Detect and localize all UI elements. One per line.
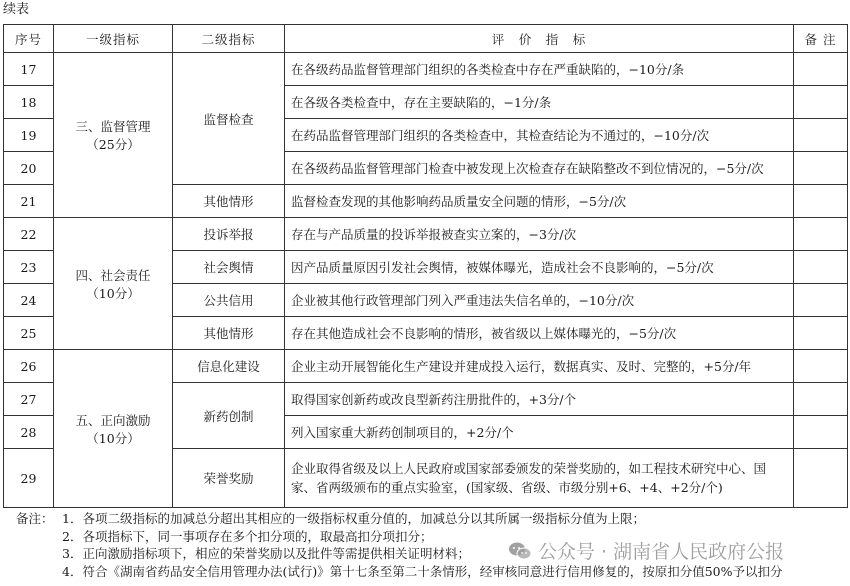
remark-cell: [794, 53, 848, 86]
remark-cell: [794, 350, 848, 383]
row-no: 26: [4, 350, 54, 383]
remark-cell: [794, 383, 848, 416]
header-level2: 二级指标: [173, 25, 285, 53]
level2-cell: 社会舆情: [173, 251, 285, 284]
criteria-cell: 在各级药品监督管理部门组织的各类检查中存在严重缺陷的，−10分/条: [285, 53, 794, 86]
row-no: 28: [4, 416, 54, 449]
header-level1: 一级指标: [54, 25, 173, 53]
table-row: [4, 53, 848, 86]
note-line: [16, 563, 783, 581]
row-no: 27: [4, 383, 54, 416]
criteria-cell: 企业被其他行政管理部门列入严重违法失信名单的，−10分/次: [285, 284, 794, 317]
level1-cell: [54, 218, 173, 350]
criteria-cell: 存在其他造成社会不良影响的情形，被省级以上媒体曝光的，−5分/次: [285, 317, 794, 350]
level2-cell: 信息化建设: [173, 350, 285, 383]
notes-prefix: 备注：: [16, 511, 54, 526]
remark-cell: [794, 119, 848, 152]
row-no: 24: [4, 284, 54, 317]
row-no: 23: [4, 251, 54, 284]
criteria-cell: 列入国家重大新药创制项目的，+2分/个: [285, 416, 794, 449]
row-no: 17: [4, 53, 54, 86]
continued-label: 续表: [3, 2, 30, 17]
remark-cell: [794, 218, 848, 251]
level2-cell: 其他情形: [173, 185, 285, 218]
criteria-cell: 在各级药品监督管理部门检查中被发现上次检查存在缺陷整改不到位情况的，−5分/次: [285, 152, 794, 185]
remark-cell: [794, 317, 848, 350]
criteria-cell: 取得国家创新药或改良型新药注册批件的，+3分/个: [285, 383, 794, 416]
remark-cell: [794, 284, 848, 317]
table-row: [4, 350, 848, 383]
criteria-cell: 在各级各类检查中，存在主要缺陷的，−1分/条: [285, 86, 794, 119]
criteria-cell: 存在与产品质量的投诉举报被查实立案的，−3分/次: [285, 218, 794, 251]
level1-label: 三、监督管理: [75, 119, 151, 134]
row-no: 21: [4, 185, 54, 218]
note-text: 4．符合《湖南省药品安全信用管理办法(试行)》第十七条至第二十条情形，经审核同意进行信用修复的，按原扣分值50%予以扣分: [62, 563, 783, 579]
level2-cell: 新药创制: [173, 383, 285, 449]
criteria-cell: 因产品质量原因引发社会舆情，被媒体曝光，造成社会不良影响的，−5分/次: [285, 251, 794, 284]
note-text: 1．各项二级指标的加减总分超出其相应的一级指标权重分值的，加减总分以其所属一级指标分值为上限；: [62, 511, 645, 526]
remark-cell: [794, 185, 848, 218]
row-no: 19: [4, 119, 54, 152]
level2-cell: 其他情形: [173, 317, 285, 350]
level1-label: 四、社会责任: [75, 267, 151, 283]
row-no: 18: [4, 86, 54, 119]
watermark-text: 公众号 · 湖南省人民政府公报: [538, 541, 785, 563]
criteria-cell: 在药品监督管理部门组织的各类检查中，其检查结论为不通过的，−10分/次: [285, 119, 794, 152]
criteria-cell: 企业取得省级及以上人民政府或国家部委颁发的荣誉奖励的，如工程技术研究中心、国家、省两级颁布的重点实验室，(国家级、省级、市级分别+6、+4、+2分/个): [285, 449, 794, 508]
criteria-cell: 监督检查发现的其他影响药品质量安全问题的情形，−5分/次: [285, 185, 794, 218]
evaluation-table: [3, 24, 848, 508]
level2-cell: 公共信用: [173, 284, 285, 317]
level1-cell: [54, 53, 173, 218]
level1-score: （10分）: [86, 430, 140, 446]
note-text: 2．各项指标下，同一事项存在多个扣分项的，取最高扣分项扣分；: [62, 528, 433, 544]
remark-cell: [794, 152, 848, 185]
criteria-cell: 企业主动开展智能化生产建设并建成投入运行，数据真实、及时、完整的，+5分/年: [285, 350, 794, 383]
remark-cell: [794, 449, 848, 508]
note-text: 3．正向激励指标项下，相应的荣誉奖励以及批件等需提供相关证明材料；: [62, 546, 470, 561]
row-no: 22: [4, 218, 54, 251]
table-row: [4, 218, 848, 251]
level1-score: （25分）: [86, 137, 140, 152]
level1-score: （10分）: [86, 285, 140, 301]
wechat-watermark: [508, 537, 784, 564]
row-no: 29: [4, 449, 54, 508]
note-line: [16, 510, 783, 528]
row-no: 25: [4, 317, 54, 350]
level1-label: 五、正向激励: [75, 412, 151, 428]
level2-cell: 监督检查: [173, 53, 285, 185]
remark-cell: [794, 416, 848, 449]
level1-cell: [54, 350, 173, 508]
header-remark: 备 注: [794, 25, 848, 53]
row-no: 20: [4, 152, 54, 185]
wechat-icon: [508, 541, 532, 561]
header-no: 序号: [4, 25, 54, 53]
level2-cell: 投诉举报: [173, 218, 285, 251]
remark-cell: [794, 251, 848, 284]
header-criteria: 评 价 指 标: [285, 25, 794, 53]
level2-cell: 荣誉奖励: [173, 449, 285, 508]
remark-cell: [794, 86, 848, 119]
header-row: [4, 25, 848, 53]
